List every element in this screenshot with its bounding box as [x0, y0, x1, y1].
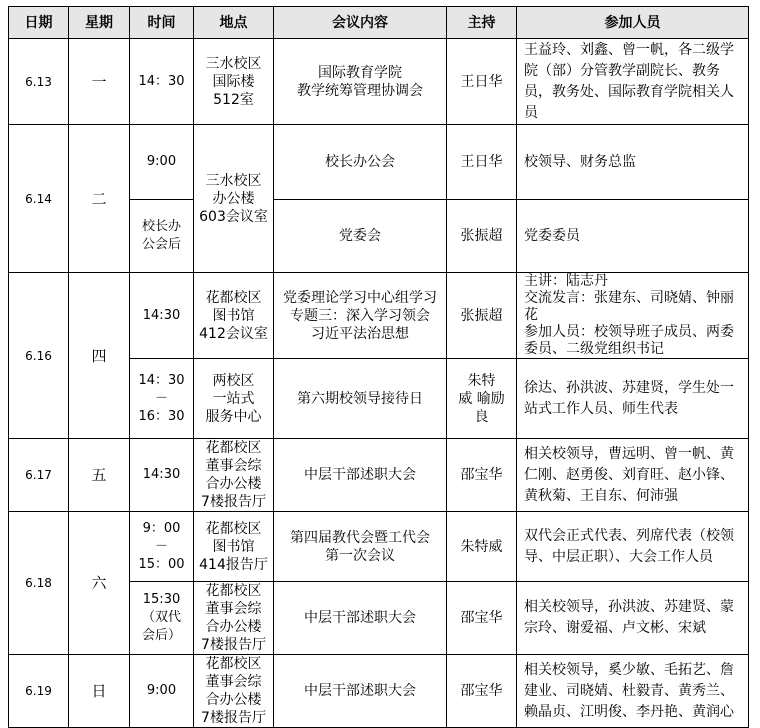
host-cell: 张振超 [447, 273, 517, 359]
location-cell: 花都校区 董事会综 合办公楼 7楼报告厅 [194, 439, 274, 512]
location-cell: 三水校区 办公楼 603会议室 [194, 125, 274, 273]
time-cell: 14：30 － 16：30 [130, 359, 194, 439]
host-cell: 朱特 威 喻励 良 [447, 359, 517, 439]
attendees-cell: 党委委员 [517, 200, 749, 273]
meeting-content-cell: 党委理论学习中心组学习专题三：深入学习领会 习近平法治思想 [274, 273, 447, 359]
date-cell: 6.13 [9, 39, 69, 125]
meeting-content-cell: 中层干部述职大会 [274, 582, 447, 655]
time-cell: 校长办 公会后 [130, 200, 194, 273]
meeting-content-cell: 中层干部述职大会 [274, 439, 447, 512]
meeting-content-cell: 第四届教代会暨工代会 第一次会议 [274, 512, 447, 582]
location-cell: 花都校区 图书馆 414报告厅 [194, 512, 274, 582]
header-row [9, 7, 749, 39]
header-attendees: 参加人员 [517, 7, 749, 39]
host-cell: 邵宝华 [447, 439, 517, 512]
header-weekday: 星期 [69, 7, 130, 39]
meeting-content-cell: 中层干部述职大会 [274, 655, 447, 728]
attendees-cell: 相关校领导，曹远明、曾一帆、黄仁刚、赵勇俊、刘育旺、赵小锋、黄秋菊、王自东、何沛强 [517, 439, 749, 512]
attendees-line: 交流发言：张建东、司晓婧、钟丽花 [524, 290, 734, 323]
host-cell: 朱特威 [447, 512, 517, 582]
location-cell: 三水校区 国际楼 512室 [194, 39, 274, 125]
meeting-content-cell: 党委会 [274, 200, 447, 273]
location-cell: 花都校区 图书馆 412会议室 [194, 273, 274, 359]
date-cell: 6.18 [9, 512, 69, 655]
table-row [9, 439, 749, 512]
weekday-cell: 六 [69, 512, 130, 655]
time-cell: 14:30 [130, 273, 194, 359]
meeting-content-cell: 第六期校领导接待日 [274, 359, 447, 439]
host-cell: 王日华 [447, 39, 517, 125]
weekday-cell: 五 [69, 439, 130, 512]
attendees-cell: 相关校领导，孙洪波、苏建贤、蒙宗玲、谢爱福、卢文彬、宋斌 [517, 582, 749, 655]
table-row [9, 512, 749, 582]
meeting-content-cell: 校长办公会 [274, 125, 447, 200]
table-row [9, 273, 749, 359]
header-location: 地点 [194, 7, 274, 39]
attendees-cell: 双代会正式代表、列席代表（校领导、中层正职）、大会工作人员 [517, 512, 749, 582]
location-cell: 花都校区 董事会综 合办公楼 7楼报告厅 [194, 655, 274, 728]
header-date: 日期 [9, 7, 69, 39]
time-cell: 9:00 [130, 655, 194, 728]
attendees-cell [517, 273, 749, 359]
header-time: 时间 [130, 7, 194, 39]
date-cell: 6.14 [9, 125, 69, 273]
time-cell: 15:30 （双代 会后） [130, 582, 194, 655]
weekday-cell: 二 [69, 125, 130, 273]
attendees-cell: 相关校领导，奚少敏、毛拓艺、詹建业、司晓婧、杜毅青、黄秀兰、赖晶贞、江明俊、李丹艳、黄润心 [517, 655, 749, 728]
weekday-cell: 四 [69, 273, 130, 439]
host-cell: 张振超 [447, 200, 517, 273]
table-row [9, 125, 749, 200]
attendees-cell: 王益玲、刘鑫、曾一帆，各二级学院（部）分管教学副院长、教务员，教务处、国际教育学院相关人员 [517, 39, 749, 125]
weekday-cell: 日 [69, 655, 130, 728]
header-content: 会议内容 [274, 7, 447, 39]
host-cell: 邵宝华 [447, 582, 517, 655]
host-cell: 邵宝华 [447, 655, 517, 728]
date-cell: 6.19 [9, 655, 69, 728]
meeting-schedule-table [8, 6, 749, 728]
location-cell: 两校区 一站式 服务中心 [194, 359, 274, 439]
location-cell: 花都校区 董事会综 合办公楼 7楼报告厅 [194, 582, 274, 655]
attendees-line: 参加人员：校领导班子成员、两委委员、二级党组织书记 [524, 324, 734, 357]
table-row [9, 655, 749, 728]
host-cell: 王日华 [447, 125, 517, 200]
time-cell: 14:30 [130, 439, 194, 512]
weekday-cell: 一 [69, 39, 130, 125]
date-cell: 6.17 [9, 439, 69, 512]
meeting-content-cell: 国际教育学院 教学统筹管理协调会 [274, 39, 447, 125]
table-row [9, 39, 749, 125]
attendees-cell: 校领导、财务总监 [517, 125, 749, 200]
time-cell: 9：00 － 15：00 [130, 512, 194, 582]
attendees-line: 主讲：陆志丹 [524, 273, 608, 289]
attendees-cell: 徐达、孙洪波、苏建贤，学生处一站式工作人员、师生代表 [517, 359, 749, 439]
time-cell: 9:00 [130, 125, 194, 200]
date-cell: 6.16 [9, 273, 69, 439]
header-host: 主持 [447, 7, 517, 39]
time-cell: 14：30 [130, 39, 194, 125]
